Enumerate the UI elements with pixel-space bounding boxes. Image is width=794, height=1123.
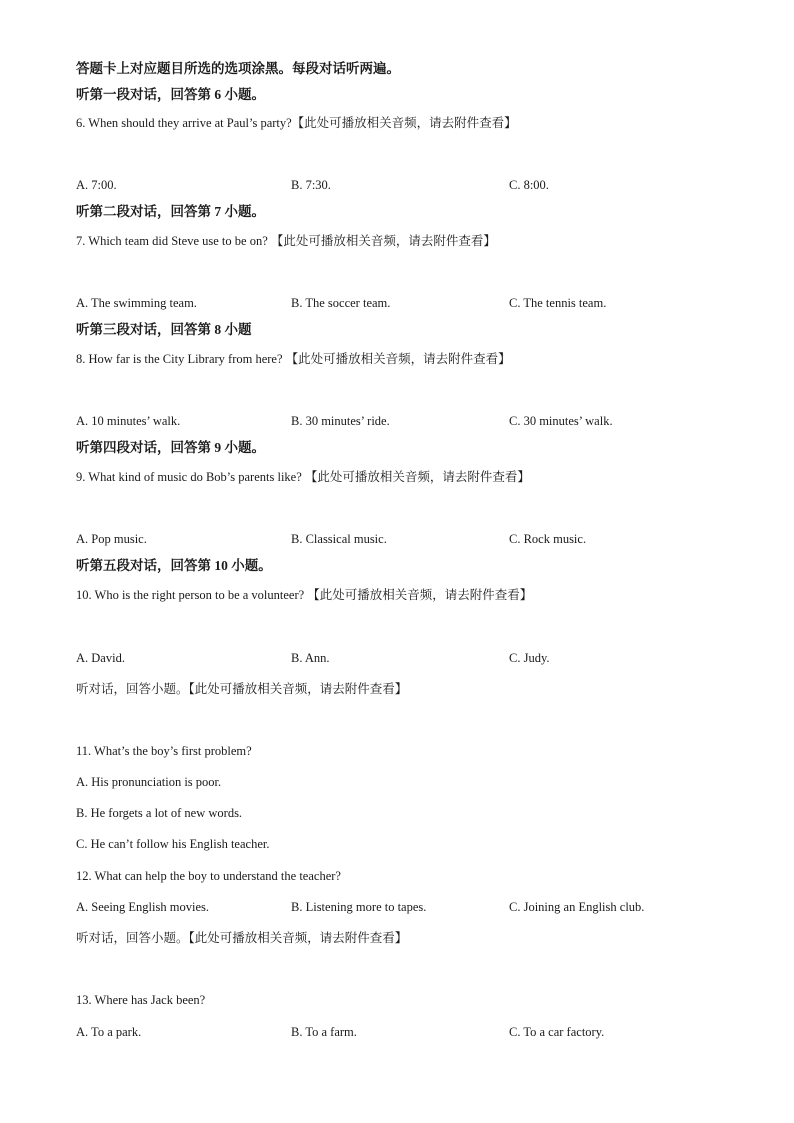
option-c: C. To a car factory. [509,1025,605,1039]
section-heading: 听第三段对话，回答第 8 小题 [76,322,252,337]
group-prompt: 听对话，回答小题。【此处可播放相关音频，请去附件查看】 [76,931,408,945]
option-c: C. 8:00. [509,178,549,192]
question-9: 9. What kind of music do Bob’s parents like? 【此处可播放相关音频，请去附件查看】 [76,470,530,484]
option-c: C. Rock music. [509,532,587,546]
group-prompt: 听对话，回答小题。【此处可播放相关音频，请去附件查看】 [76,682,408,696]
question-11: 11. What’s the boy’s first problem? [76,744,252,758]
option-a: A. 10 minutes’ walk. [76,414,181,428]
option-c: C. 30 minutes’ walk. [509,414,613,428]
option-c: C. He can’t follow his English teacher. [76,837,270,851]
option-c: C. The tennis team. [509,296,607,310]
option-a: A. 7:00. [76,178,117,192]
option-c: C. Joining an English club. [509,900,645,914]
question-13: 13. Where has Jack been? [76,993,206,1007]
question-7: 7. Which team did Steve use to be on? 【此处可播放相关音频，请去附件查看】 [76,234,496,248]
option-b: B. To a farm. [291,1025,357,1039]
intro-text: 答题卡上对应题目所选的选项涂黑。每段对话听两遍。 [76,61,400,76]
question-10: 10. Who is the right person to be a volunteer? 【此处可播放相关音频，请去附件查看】 [76,588,533,602]
option-c: C. Judy. [509,651,550,665]
option-b: B. Classical music. [291,532,387,546]
section-heading: 听第一段对话，回答第 6 小题。 [76,87,265,102]
option-a: A. The swimming team. [76,296,197,310]
option-b: B. He forgets a lot of new words. [76,806,243,820]
section-heading: 听第二段对话，回答第 7 小题。 [76,204,265,219]
section-heading: 听第五段对话，回答第 10 小题。 [76,558,272,573]
option-a: A. Pop music. [76,532,147,546]
option-a: A. His pronunciation is poor. [76,775,222,789]
section-heading: 听第四段对话，回答第 9 小题。 [76,440,265,455]
option-b: B. Listening more to tapes. [291,900,427,914]
option-b: B. 30 minutes’ ride. [291,414,390,428]
option-a: A. Seeing English movies. [76,900,209,914]
option-a: A. To a park. [76,1025,142,1039]
option-b: B. Ann. [291,651,330,665]
question-6: 6. When should they arrive at Paul’s party?【此处可播放相关音频，请去附件查看】 [76,116,517,130]
question-12: 12. What can help the boy to understand the teacher? [76,869,341,883]
question-8: 8. How far is the City Library from here? 【此处可播放相关音频，请去附件查看】 [76,352,511,366]
option-b: B. The soccer team. [291,296,391,310]
option-a: A. David. [76,651,125,665]
option-b: B. 7:30. [291,178,331,192]
